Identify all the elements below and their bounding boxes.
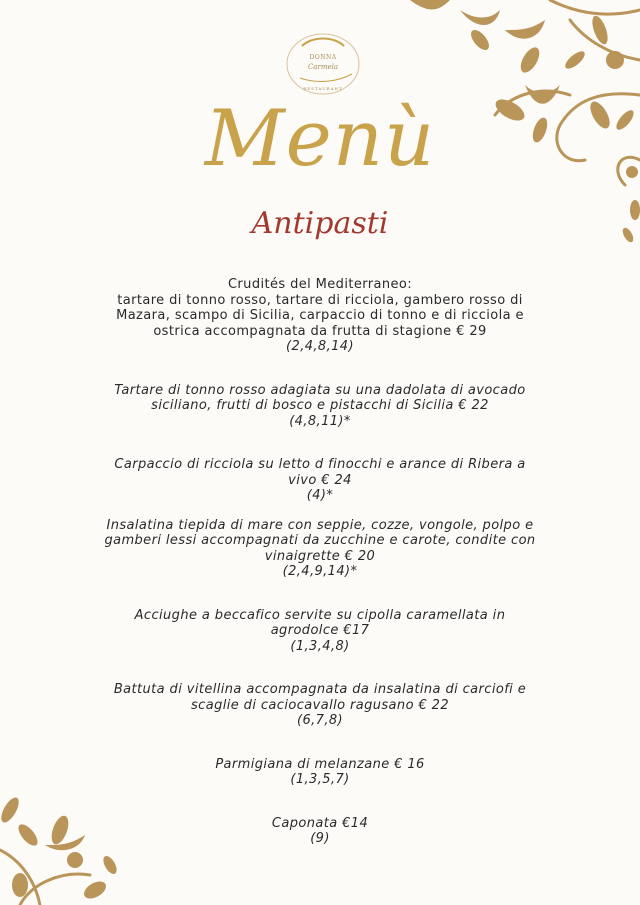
menu-title: Menù [204,94,436,184]
menu-item [100,757,540,788]
item-description: tartare di tonno rosso, tartare di ricciola, gambero rosso di Mazara, scampo di Sicilia, carpaccio di tonno e di ricciola e ostrica accompagnata da frutta di stagione € 29 [116,292,524,339]
logo-text-line1: DONNA [309,54,337,61]
item-allergens: (1,3,4,8) [290,638,350,654]
menu-item [100,457,540,504]
item-description: Acciughe a beccafico servite su cipolla caramellata in agrodolce €17 [134,607,506,638]
item-allergens: (4)* [306,488,334,503]
menu-item [100,383,540,430]
menu-item [100,608,540,655]
logo-text-line2: Carmela [307,63,339,71]
item-description: Tartare di tonno rosso adagiata su una dadolata di avocado siciliano, frutti di bosco e pistacchi di Sicilia € 22 [114,382,526,413]
item-allergens: (4,8,11)* [289,413,351,429]
logo-text-line3: RESTAURANT [303,86,343,91]
item-description: Caponata €14 [271,815,369,831]
item-description: Insalatina tiepida di mare con seppie, cozze, vongole, polpo e gamberi lessi accompagnati da zucchine e carote, condite con vinaigrette € 20 [104,517,536,564]
item-description: Carpaccio di ricciola su letto d finocchi e arance di Ribera a vivo € 24 [114,457,526,488]
item-allergens: (2,4,9,14)* [282,564,358,579]
item-description: Parmigiana di melanzane € 16 [215,756,425,772]
section-title: Antipasti [251,206,389,241]
item-allergens: (2,4,8,14) [286,339,354,354]
menu-item [100,277,540,355]
restaurant-logo [282,30,364,98]
item-heading: Crudités del Mediterraneo: [227,277,413,292]
menu-item [100,816,540,847]
item-description: Battuta di vitellina accompagnata da insalatina di carciofi e scaglie di caciocavallo ragusano € 22 [113,682,527,713]
item-allergens: (1,3,5,7) [290,772,350,787]
menu-item [100,518,540,580]
menu-list [100,277,540,847]
item-allergens: (6,7,8) [296,713,344,728]
menu-item [100,682,540,729]
item-allergens: (9) [310,831,330,846]
